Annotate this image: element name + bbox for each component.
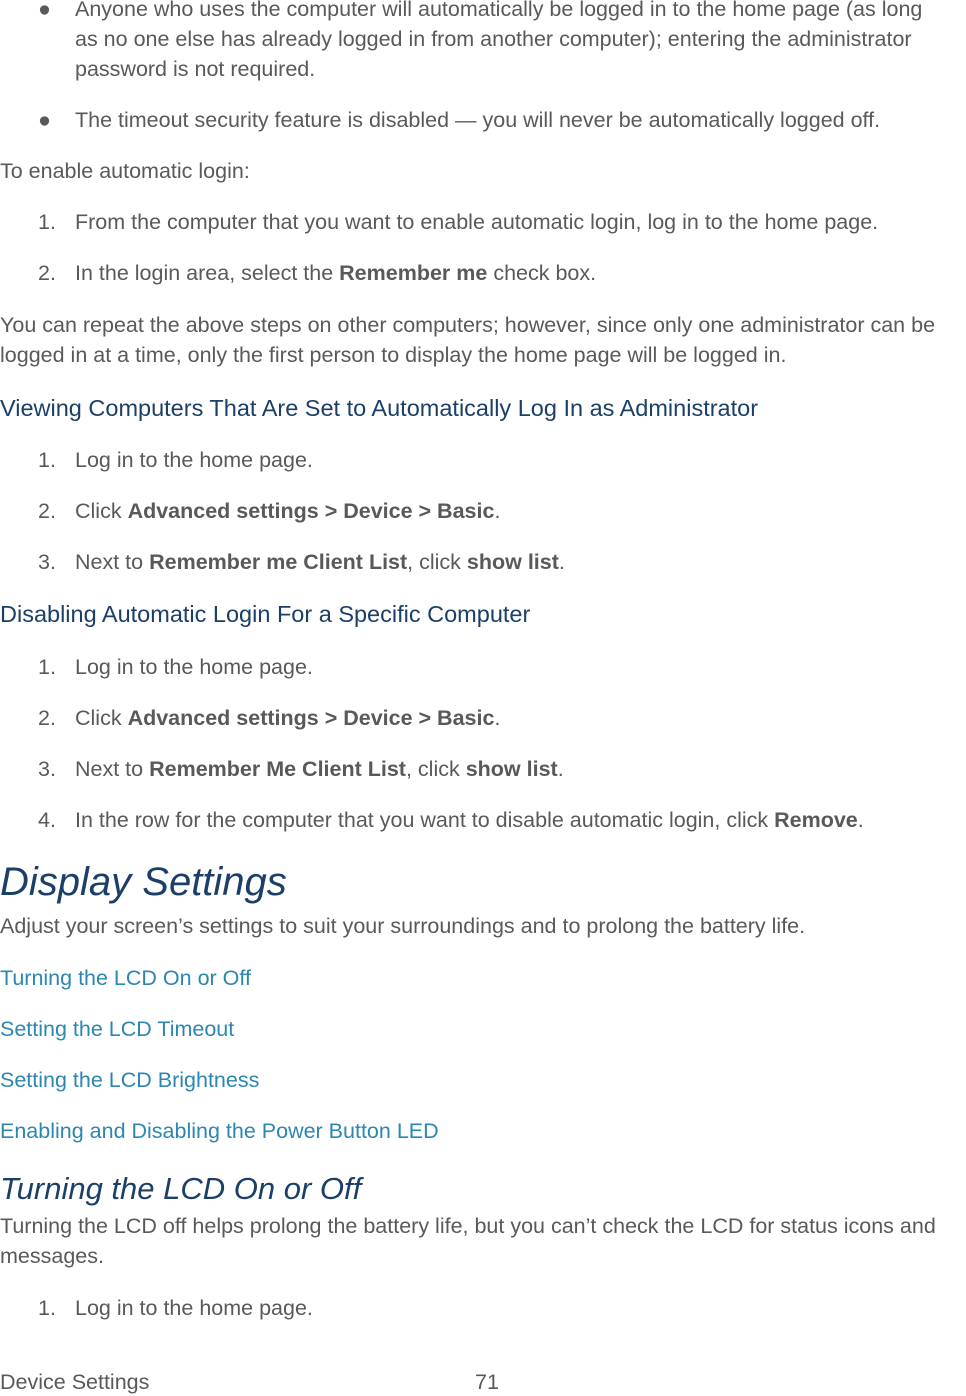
step-number: 2.: [38, 261, 56, 285]
step-text: Next to Remember me Client List, click show list.: [75, 550, 565, 574]
step-number: 1.: [38, 210, 56, 234]
step-number: 1.: [38, 448, 56, 472]
step-number: 1.: [38, 1296, 56, 1320]
lcd-intro: Turning the LCD off helps prolong the battery life, but you can’t check the LCD for status icons and messages.: [0, 1214, 936, 1268]
link-lcd-timeout[interactable]: Setting the LCD Timeout: [0, 1017, 235, 1041]
page-number: 71: [475, 1370, 499, 1394]
viewing-heading: Viewing Computers That Are Set to Automatically Log In as Administrator: [0, 395, 759, 421]
repeat-note: You can repeat the above steps on other computers; however, since only one administrator can be logged in at a time, only the first person to display the home page will be logged in.: [0, 313, 936, 367]
step-number: 2.: [38, 706, 56, 730]
bullet-marker: ●: [38, 0, 51, 21]
bullet-text: Anyone who uses the computer will automatically be logged in to the home page (as long as no one else has already logged in from another computer); entering the administrator password is not required.: [75, 0, 923, 81]
lcd-section-title: Turning the LCD On or Off: [0, 1171, 362, 1206]
link-power-button-led[interactable]: Enabling and Disabling the Power Button LED: [0, 1119, 439, 1143]
disabling-heading: Disabling Automatic Login For a Specific Computer: [0, 601, 531, 627]
bullet-text: The timeout security feature is disabled — you will never be automatically logged off.: [75, 108, 881, 132]
step-text: Next to Remember Me Client List, click show list.: [75, 757, 564, 781]
enable-intro: To enable automatic login:: [0, 159, 250, 183]
step-text: Click Advanced settings > Device > Basic.: [75, 706, 501, 730]
display-settings-title: Display Settings: [0, 860, 287, 904]
link-turning-lcd[interactable]: Turning the LCD On or Off: [0, 966, 251, 990]
step-number: 3.: [38, 757, 56, 781]
footer-section: Device Settings: [0, 1370, 150, 1394]
bullet-marker: ●: [38, 108, 51, 132]
step-number: 3.: [38, 550, 56, 574]
step-number: 1.: [38, 655, 56, 679]
step-number: 2.: [38, 499, 56, 523]
display-intro: Adjust your screen’s settings to suit your surroundings and to prolong the battery life.: [0, 914, 806, 938]
link-lcd-brightness[interactable]: Setting the LCD Brightness: [0, 1068, 260, 1092]
step-number: 4.: [38, 808, 56, 832]
step-text: In the row for the computer that you want to disable automatic login, click Remove.: [75, 808, 864, 832]
step-text: Log in to the home page.: [75, 448, 313, 472]
step-text: Log in to the home page.: [75, 1296, 313, 1320]
step-text: Click Advanced settings > Device > Basic.: [75, 499, 501, 523]
step-text: From the computer that you want to enable automatic login, log in to the home page.: [75, 210, 879, 234]
step-text: In the login area, select the Remember me check box.: [75, 261, 597, 285]
step-text: Log in to the home page.: [75, 655, 313, 679]
